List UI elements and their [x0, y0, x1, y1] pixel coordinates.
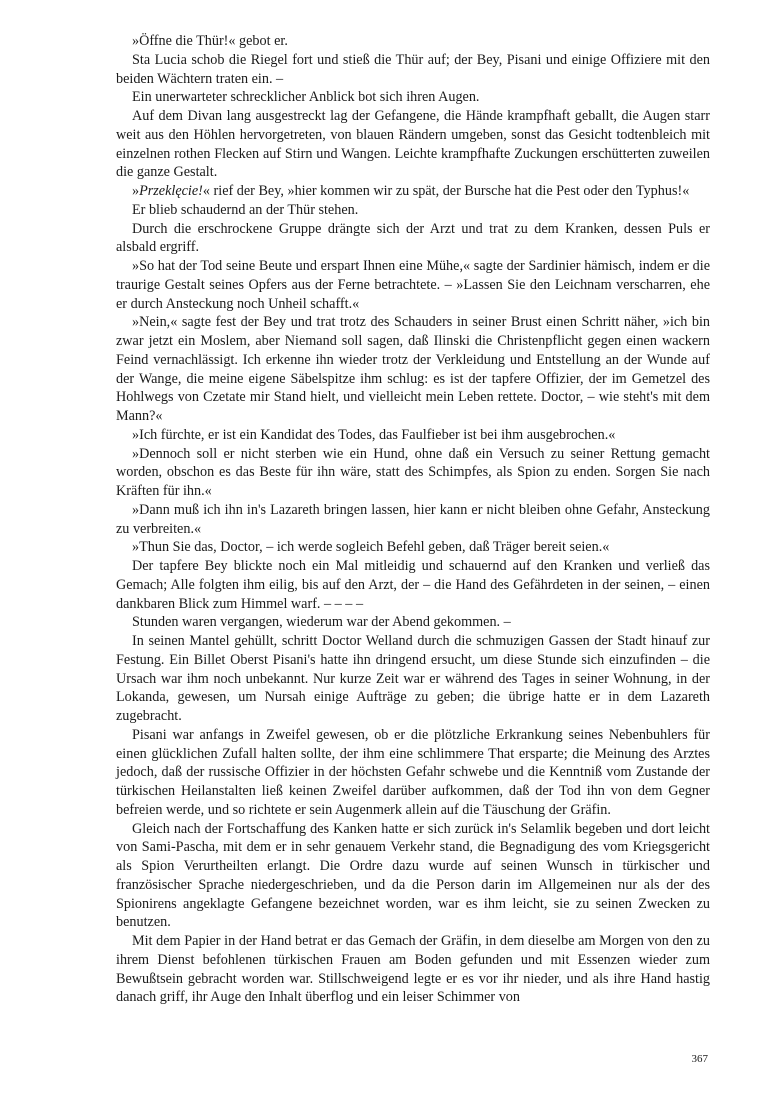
paragraph-7: Durch die erschrockene Gruppe drängte sich der Arzt und trat zu dem Kranken, dessen Puls er alsbald ergriff. [116, 220, 710, 256]
paragraph-1: »Öffne die Thür!« gebot er. [132, 33, 288, 49]
paragraph-9: »Nein,« sagte fest der Bey und trat trotz des Schauders in seiner Brust einen Schritt näher, »ich bin zwar jetzt ein Moslem, aber Niemand soll sagen, daß Ilinski die Christenpflicht gegen einen wackern Feind vernachlässigt. Ich erkenne ihn wieder trotz der Verkleidung und Entstellung an der Wunde auf der Wange, die meine eigene Säbelspitze ihm schlug: es ist der tapfere Offizier, der im Gemetzel des Hohlwegs von Czetate mir Stand hielt, und vielleicht mein Leben rettete. Doctor, – wie steht's mit dem Mann?« [116, 314, 710, 424]
paragraph-17: Pisani war anfangs in Zweifel gewesen, ob er die plötzliche Erkrankung seines Nebenbuhlers für einen glücklichen Zufall halten sollte, der ihm eine schlimmere That ersparte; die Meinung des Arztes jedoch, daß der russische Offizier in der höchsten Gefahr schwebe und die Kenntniß vom Zustande der türkischen Heilanstalten ließ keinen Zweifel darüber aufkommen, daß der Tod ihn von dem Gegner befreien werde, und so richtete er sein Augenmerk allein auf die Täuschung der Gräfin. [116, 726, 710, 818]
paragraph-16: In seinen Mantel gehüllt, schritt Doctor Welland durch die schmuzigen Gassen der Stadt hinauf zur Festung. Ein Billet Oberst Pisani's hatte ihn dringend ersucht, um diese Stunde sich einzufinden – die Ursach war ihm noch unbekannt. Nur kurze Zeit war er während des Tages in seiner Wohnung, in der Lokanda, gewesen, um Nursah einige Aufträge zu geben; die übrige hatte er in dem Lazareth zugebracht. [116, 633, 710, 724]
paragraph-10: »Ich fürchte, er ist ein Kandidat des Todes, das Faulfieber ist bei ihm ausgebrochen.« [132, 426, 616, 443]
paragraph-4: Auf dem Divan lang ausgestreckt lag der Gefangene, die Hände krampfhaft geballt, die Augen starr weit aus den Höhlen hervorgetreten, von blauen Rändern umgeben, sonst das Gesicht todtenbleich mit einzelnen rothen Flecken auf Stirn und Wangen. Leichte krampfhafte Zuckungen erschütterten zuweilen die ganze Gestalt. [116, 108, 710, 181]
paragraph-5-polish-exclamation: Przeklęcie! [139, 183, 203, 199]
paragraph-5 [116, 182, 710, 201]
paragraph-13: »Thun Sie das, Doctor, – ich werde sogleich Befehl geben, daß Träger bereit seien.« [132, 539, 610, 556]
paragraph-2: Sta Lucia schob die Riegel fort und stieß die Thür auf; der Bey, Pisani und einige Offiziere mit den beiden Wächtern traten ein. – [116, 51, 710, 87]
paragraph-8: »So hat der Tod seine Beute und erspart Ihnen eine Mühe,« sagte der Sardinier hämisch, indem er die traurige Gestalt seines Opfers aus der Ferne betrachtete. – »Lassen Sie den Leichnam verscharren, ehe er durch Ansteckung noch Unheil schafft.« [116, 258, 710, 312]
paragraph-3: Ein unerwarteter schrecklicher Anblick bot sich ihren Augen. [132, 89, 480, 106]
paragraph-12: »Dann muß ich ihn in's Lazareth bringen lassen, hier kann er nicht bleiben ohne Gefahr, Ansteckung zu verbreiten.« [116, 501, 710, 537]
paragraph-19: Mit dem Papier in der Hand betrat er das Gemach der Gräfin, in dem dieselbe am Morgen von den zu ihrem Dienst befohlenen türkischen Frauen am Boden gefunden und mit Essenzen wieder zum Bewußtsein gebracht worden war. Stillschweigend legte er es vor ihr nieder, und als ihre Hand hastig danach griff, ihr Auge den Inhalt überflog und ein leiser Schimmer von [116, 933, 710, 1006]
book-page-text [116, 32, 710, 1007]
paragraph-15: Stunden waren vergangen, wiederum war der Abend gekommen. – [132, 614, 511, 631]
paragraph-6: Er blieb schaudernd an der Thür stehen. [132, 201, 359, 218]
paragraph-18: Gleich nach der Fortschaffung des Kanken hatte er sich zurück in's Selamlik begeben und dort leicht von Sami-Pascha, mit dem er in sehr genauem Verkehr stand, die Begnadigung des vom Kriegsgericht als Spion Verurtheilten erlangt. Die Ordre dazu wurde auf seinen Wunsch in türkischer und französischer Sprache niedergeschrieben, und da die Person darin im Allgemeinen nur als der des Spionirens angeklagte Gefangene bezeichnet worden, war es ihm leicht, sie zu seinen Zwecken zu benutzen. [116, 820, 710, 931]
page-number: 367 [691, 1053, 708, 1065]
paragraph-5-rest: « rief der Bey, »hier kommen wir zu spät, der Bursche hat die Pest oder den Typhus!« [202, 183, 690, 199]
paragraph-11: »Dennoch soll er nicht sterben wie ein Hund, ohne daß ein Versuch zu seiner Rettung gemacht worden, obschon es das Beste für ihn wäre, statt des Schimpfes, als Spion zu enden. Sorgen Sie nach Kräften für ihn.« [116, 445, 710, 499]
paragraph-14: Der tapfere Bey blickte noch ein Mal mitleidig und schauernd auf den Kranken und verließ das Gemach; Alle folgten ihm eilig, bis auf den Arzt, der – die Hand des Gefährdeten in der seinen, – einen dankbaren Blick zum Himmel warf. – – – – [116, 558, 710, 612]
paragraph-5-open-quote: » [132, 183, 140, 199]
